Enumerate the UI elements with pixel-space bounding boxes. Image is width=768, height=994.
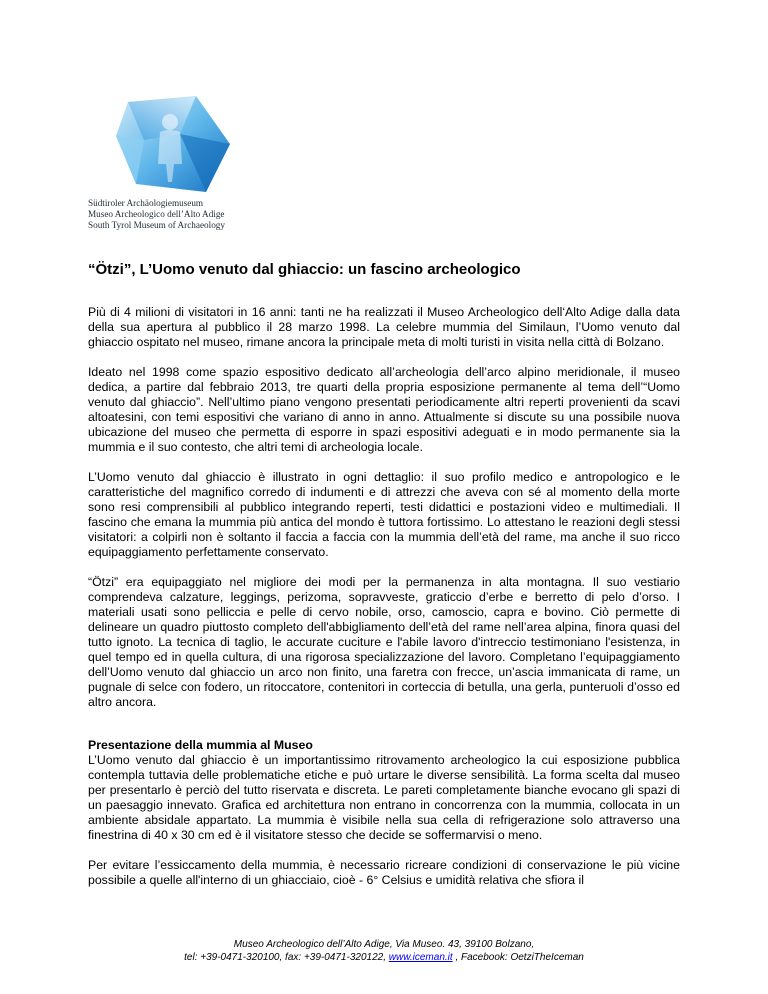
paragraph-equipment: “Ötzi” era equipaggiato nel migliore dei modi per la permanenza in alta montagna. Il suo vestiario comprendeva calzature, leggings, perizoma, sopravveste, graticcio d’erbe e berretto di pelo d’orso. I materiali usati sono pelliccia e pelle di cervo nobile, orso, camoscio, capra e bovino. Ciò permette di delineare un quadro piuttosto completo dell'abbigliamento dell’età del rame nell’area alpina, finora quasi del tutto ignoto. La tecnica di taglio, le accurate cuciture e l'abile lavoro d'intreccio testimoniano l'esistenza, in quel tempo ed in quella cultura, di una rigorosa specializzazione del lavoro. Completano l’equipaggiamento dell’Uomo venuto dal ghiaccio un arco non finito, una faretra con frecce, un’ascia immanicata di rame, un pugnale di selce con fodero, un ritoccatore, contenitori in corteccia di betulla, una gerla, punteruoli d’osso ed altro ancora. [88, 575, 680, 709]
logo-line-german: Südtiroler Archäologiemuseum [88, 198, 204, 208]
footer-phone-fax: tel: +39-0471-320100, fax: +39-0471-320122, [184, 952, 386, 963]
footer-contacts [0, 951, 768, 964]
paragraph-presentation: L’Uomo venuto dal ghiaccio è un importantissimo ritrovamento archeologico la cui esposizione pubblica contempla tuttavia delle problematiche etiche e può urtare le diverse sensibilità. La forma scelta dal museo per presentarlo è perciò del tutto riservata e discreta. Le pareti completamente bianche evocano gli spazi di un paesaggio innevato. Grafica ed architettura non entrano in concorrenza con la mummia, collocata in un ambiente absidale appartato. La mummia è visibile nella sua cella di refrigerazione solo attraverso una finestrina di 40 x 30 cm ed è il visitatore stesso che decide se soffermarvisi o meno. [88, 753, 680, 842]
footer-address: Museo Archeologico dell’Alto Adige, Via Museo. 43, 39100 Bolzano, [233, 939, 535, 950]
paragraph-visitors: Più di 4 milioni di visitatori in 16 anni: tanti ne ha realizzati il Museo Archeologico dell‘Alto Adige dalla data della sua apertura al pubblico il 28 marzo 1998. La celebre mummia del Similaun, l’Uomo venuto dal ghiaccio ospitato nel museo, rimane ancora la principale meta di molti turisti in visita nella città di Bolzano. [88, 305, 680, 349]
section-presentation [88, 738, 680, 843]
footer-facebook: , Facebook: OetziTheIceman [455, 952, 584, 963]
logo-line-english: South Tyrol Museum of Archaeology [88, 220, 225, 230]
section-heading: Presentazione della mummia al Museo [88, 738, 313, 752]
page-footer [0, 938, 768, 964]
page-title: “Ötzi”, L’Uomo venuto dal ghiaccio: un fascino archeologico [88, 261, 521, 278]
paragraph-details: L’Uomo venuto dal ghiaccio è illustrato in ogni dettaglio: il suo profilo medico e antropologico e le caratteristiche del magnifico corredo di indumenti e di attrezzi che aveva con sé al momento della morte sono resi comprensibili al pubblico integrando reperti, testi didattici e postazioni video e multimediali. Il fascino che emana la mummia più antica del mondo è tuttora fortissimo. Lo attestano le reazioni degli stessi visitatori: a colpirli non è soltanto il faccia a faccia con la mummia dell’età del rame, ma anche il suo ricco equipaggiamento perfettamente conservato. [88, 470, 680, 559]
logo-line-italian: Museo Archeologico dell’Alto Adige [88, 209, 225, 219]
ice-crystal-icon [110, 94, 234, 194]
museum-logo [88, 94, 258, 244]
website-link[interactable]: www.iceman.it [388, 952, 453, 963]
document-body [88, 305, 680, 903]
paragraph-history: Ideato nel 1998 come spazio espositivo dedicato all’archeologia dell’arco alpino meridionale, il museo dedica, a partire dal febbraio 2013, tre quarti della propria esposizione permanente al tema dell’“Uomo venuto dal ghiaccio”. Nell’ultimo piano vengono presentati periodicamente altri reperti provenienti da scavi altoatesini, con temi espositivi che variano di anno in anno. Attualmente si discute su una possibile nuova ubicazione del museo che permetta di esporre in spazi espositivi adeguati e in modo permanente sia la mummia e il suo contesto, che altri temi di archeologia locale. [88, 365, 680, 454]
paragraph-conservation: Per evitare l’essiccamento della mummia, è necessario ricreare condizioni di conservazione le più vicine possibile a quelle all'interno di un ghiacciaio, cioè - 6° Celsius e umidità relativa che sfiora il [88, 858, 680, 887]
